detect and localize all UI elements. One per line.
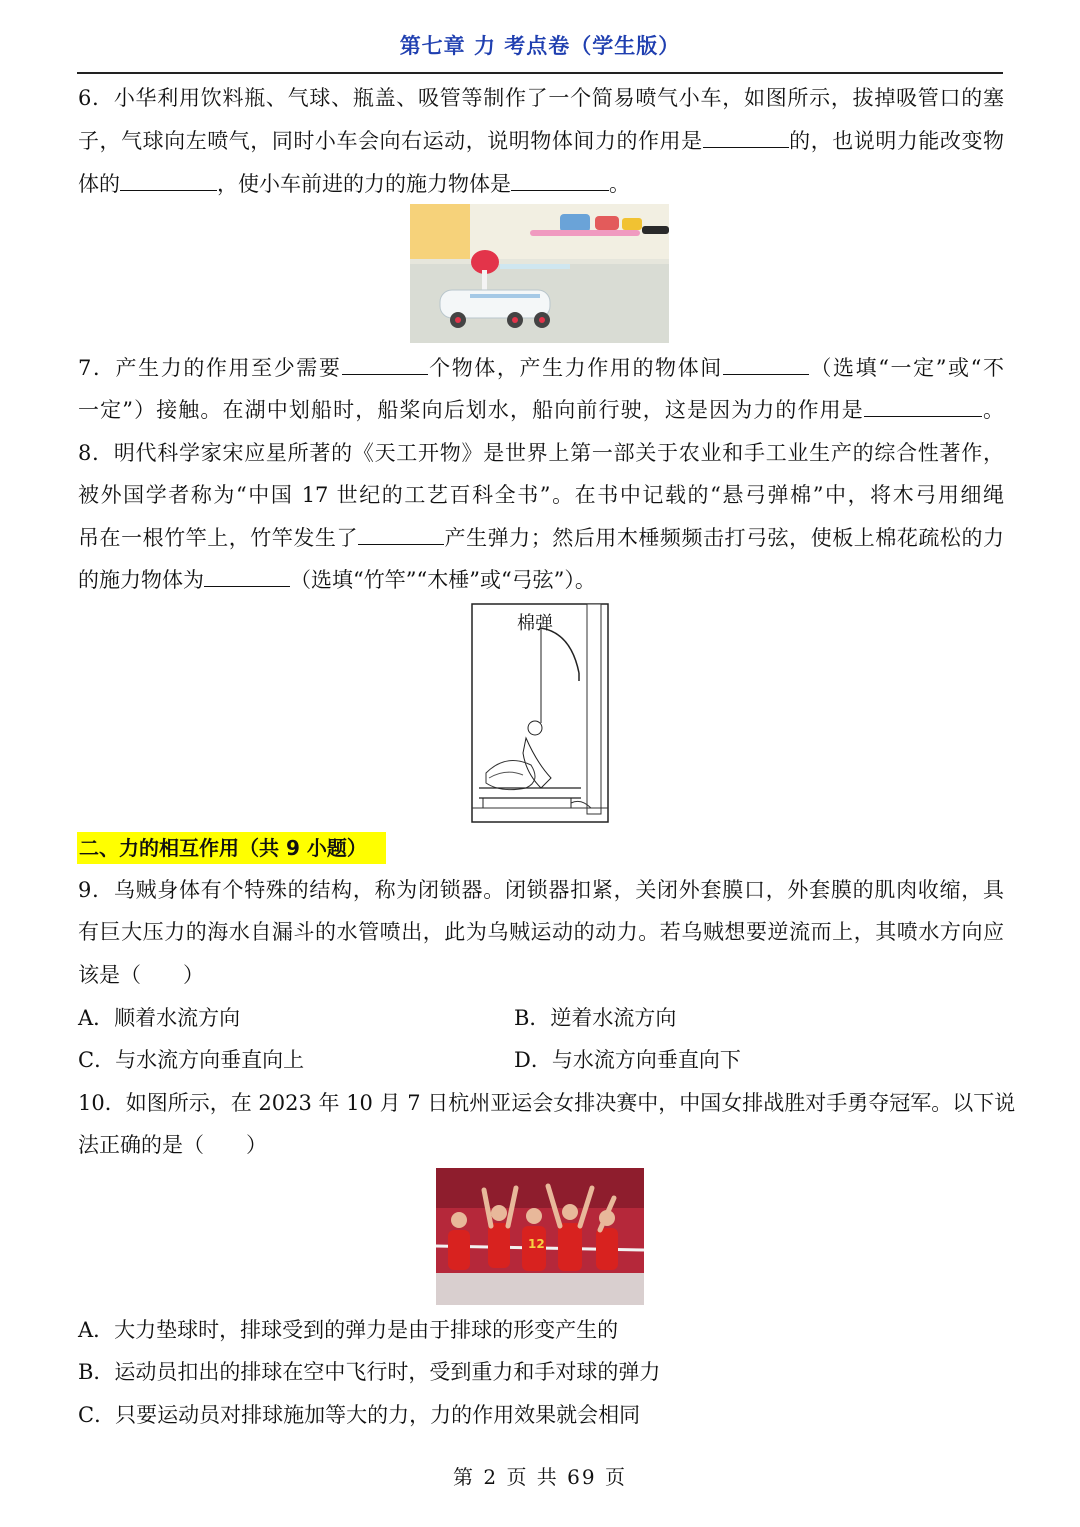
q6-blank-2 — [120, 172, 217, 191]
q9-option-a: A．顺着水流方向 — [78, 1006, 241, 1030]
q7-blank-1 — [342, 356, 428, 375]
q8-text-c: 的施力物体为 — [78, 568, 204, 592]
q9-option-c: C．与水流方向垂直向上 — [78, 1048, 305, 1072]
q8-line-3 — [78, 524, 1004, 552]
header-divider — [77, 72, 1003, 74]
q6-jet-car-image — [410, 204, 669, 343]
q7-line-2 — [78, 396, 1004, 424]
q6-blank-3 — [511, 172, 609, 191]
jet-car-illustration — [410, 204, 669, 343]
q6-text-b: 的，也说明力能改变物 — [788, 129, 1005, 153]
section-heading: 二、力的相互作用（共 9 小题） — [77, 832, 386, 864]
q8-text-d: （选填“竹竿”“木棰”或“弓弦”）。 — [290, 568, 596, 592]
q7-text-a: 7．产生力的作用至少需要 — [78, 356, 342, 380]
page-number: 第 2 页 共 69 页 — [453, 1465, 627, 1489]
q7-text-d: 一定”）接触。在湖中划船时，船桨向后划水，船向前行驶，这是因为力的作用是 — [78, 398, 864, 422]
q8-line-2: 被外国学者称为“中国 17 世纪的工艺百科全书”。在书中记载的“悬弓弹棉”中，将木弓用细绳 — [78, 483, 1004, 507]
q9-line-1: 9．乌贼身体有个特殊的结构，称为闭锁器。闭锁器扣紧，关闭外套膜口，外套膜的肌肉收缩，具 — [78, 878, 1004, 902]
q8-cotton-bow-figure — [471, 603, 609, 823]
q6-line-3 — [78, 170, 1004, 198]
page-header-title: 第七章 力 考点卷（学生版） — [399, 34, 681, 58]
q10-line-2: 法正确的是（ ） — [78, 1133, 267, 1157]
q6-text-d: ，使小车前进的力的施力物体是 — [217, 172, 511, 196]
q10-line-1: 10．如图所示，在 2023 年 10 月 7 日杭州亚运会女排决赛中，中国女排战胜对手勇夺冠军。以下说 — [78, 1091, 1016, 1115]
q7-text-c: （选填“一定”或“不 — [808, 356, 1004, 380]
q9-line-3: 该是（ ） — [78, 963, 204, 987]
figure-label: 棉弹 — [517, 613, 553, 634]
cotton-bow-illustration — [471, 603, 609, 823]
q9-line-2: 有巨大压力的海水自漏斗的水管喷出，此为乌贼运动的动力。若乌贼想要逆流而上，其喷水方向应 — [78, 920, 1004, 944]
q7-line-1 — [78, 354, 1004, 382]
q6-line-1: 6．小华利用饮料瓶、气球、瓶盖、吸管等制作了一个简易喷气小车，如图所示，拔掉吸管口的塞 — [78, 86, 1004, 110]
q9-option-b: B．逆着水流方向 — [514, 1006, 677, 1030]
q6-line-2 — [78, 127, 1004, 155]
q8-blank-1 — [358, 526, 444, 545]
q8-line-4 — [78, 566, 1004, 594]
svg-text:12: 12 — [528, 1237, 545, 1251]
q7-blank-2 — [723, 356, 809, 375]
q7-text-b: 个物体，产生力作用的物体间 — [427, 356, 723, 380]
q6-text-c: 体的 — [78, 172, 120, 196]
q6-text-a: 子，气球向左喷气，同时小车会向右运动，说明物体间力的作用是 — [78, 129, 703, 153]
q10-option-a: A．大力垫球时，排球受到的弹力是由于排球的形变产生的 — [78, 1318, 619, 1342]
q7-blank-3 — [864, 398, 982, 417]
q10-option-b: B．运动员扣出的排球在空中飞行时，受到重力和手对球的弹力 — [78, 1360, 661, 1384]
q8-text-a: 吊在一根竹竿上，竹竿发生了 — [78, 526, 358, 550]
q7-text-e: 。 — [981, 398, 1005, 422]
volleyball-team-illustration — [436, 1168, 644, 1305]
q9-option-d: D．与水流方向垂直向下 — [514, 1048, 741, 1072]
q8-text-b: 产生弹力；然后用木棰频频击打弓弦，使板上棉花疏松的力 — [444, 526, 1004, 550]
q8-blank-2 — [204, 568, 290, 587]
q6-blank-1 — [703, 129, 789, 148]
q6-text-e: 。 — [609, 172, 630, 196]
q8-line-1: 8．明代科学家宋应星所著的《天工开物》是世界上第一部关于农业和手工业生产的综合性著作， — [78, 441, 1004, 465]
q10-volleyball-photo — [436, 1168, 644, 1305]
q10-option-c: C．只要运动员对排球施加等大的力，力的作用效果就会相同 — [78, 1403, 641, 1427]
